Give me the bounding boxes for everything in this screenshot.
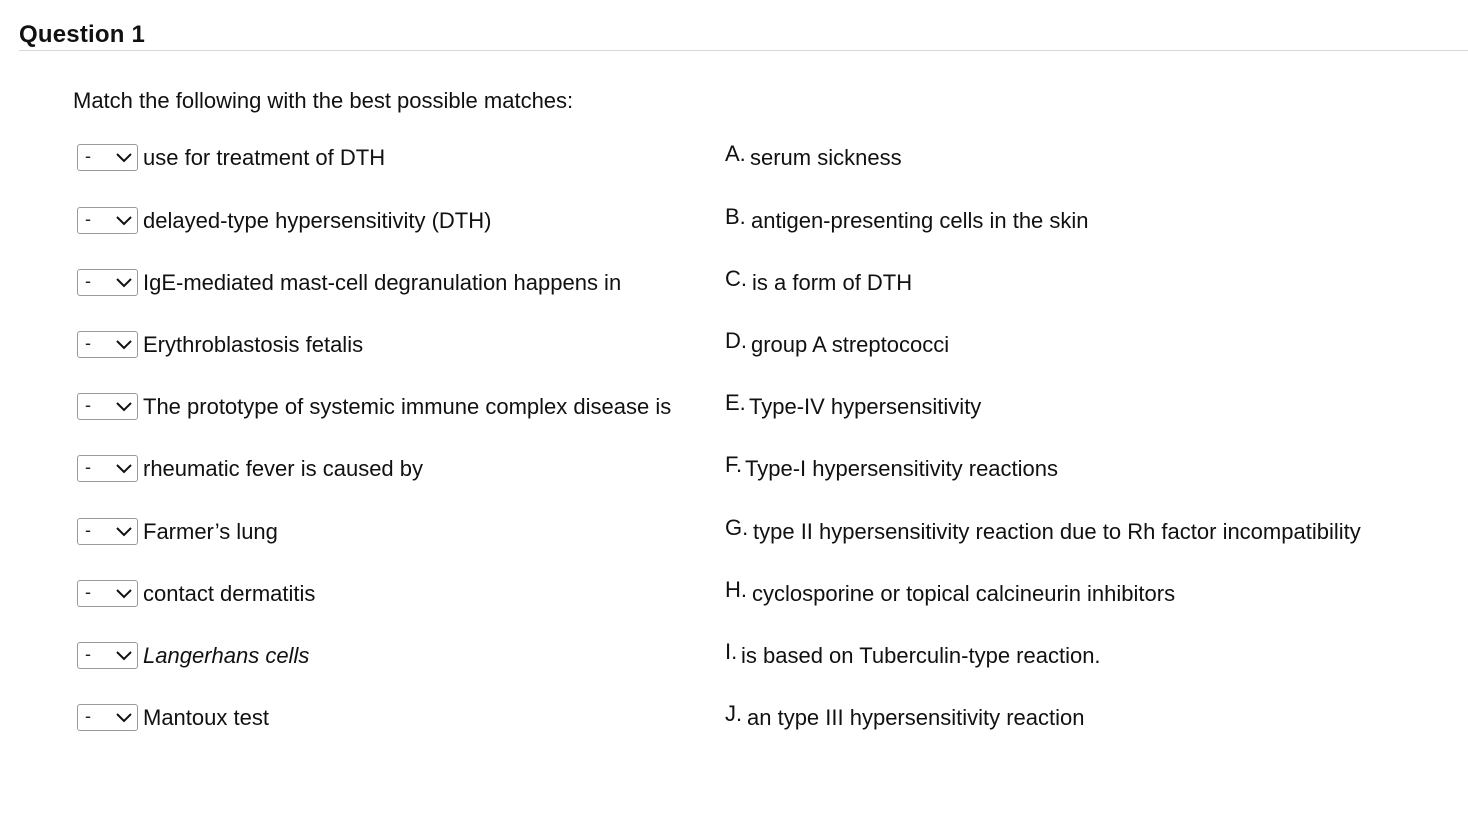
prompt-text: Langerhans cells [143, 643, 310, 668]
chevron-down-icon [114, 214, 134, 228]
prompt-text: IgE-mediated mast-cell degranulation happens in [143, 270, 622, 295]
dropdown-selected-value: - [85, 333, 91, 353]
answer-dropdown[interactable] [77, 207, 138, 234]
answer-dropdown[interactable] [77, 269, 138, 296]
answer-text: Type-I hypersensitivity reactions [745, 456, 1059, 481]
chevron-down-icon [114, 276, 134, 290]
prompt-text: contact dermatitis [143, 581, 316, 606]
question-instructions: Match the following with the best possible matches: [73, 88, 574, 113]
answer-dropdown[interactable] [77, 642, 138, 669]
match-row [0, 204, 1468, 247]
question-title: Question 1 [19, 21, 146, 48]
answer-dropdown[interactable] [77, 331, 138, 358]
answer-text: type II hypersensitivity reaction due to Rh factor incompatibility [753, 519, 1361, 544]
answer-text: cyclosporine or topical calcineurin inhibitors [752, 581, 1176, 606]
answer-letter: G. [725, 515, 749, 540]
answer-letter: C. [725, 266, 747, 291]
answer-text: is a form of DTH [752, 270, 913, 295]
chevron-down-icon [114, 151, 134, 165]
answer-letter: E. [725, 390, 746, 415]
prompt-text: The prototype of systemic immune complex disease is [143, 394, 672, 419]
chevron-down-icon [114, 587, 134, 601]
answer-dropdown[interactable] [77, 580, 138, 607]
answer-text: an type III hypersensitivity reaction [747, 705, 1085, 730]
dropdown-selected-value: - [85, 146, 91, 166]
prompt-text: delayed-type hypersensitivity (DTH) [143, 208, 492, 233]
answer-text: antigen-presenting cells in the skin [751, 208, 1089, 233]
answer-text: serum sickness [750, 145, 902, 170]
answer-text: Type-IV hypersensitivity [749, 394, 982, 419]
answer-letter: B. [725, 204, 746, 229]
dropdown-selected-value: - [85, 395, 91, 415]
answer-letter: A. [725, 141, 746, 166]
prompt-text: use for treatment of DTH [143, 145, 386, 170]
chevron-down-icon [114, 525, 134, 539]
match-row [0, 141, 1468, 184]
chevron-down-icon [114, 338, 134, 352]
answer-dropdown[interactable] [77, 144, 138, 171]
answer-letter: J. [725, 701, 743, 726]
match-row [0, 701, 1468, 744]
prompt-text: Erythroblastosis fetalis [143, 332, 364, 357]
prompt-text: rheumatic fever is caused by [143, 456, 424, 481]
dropdown-selected-value: - [85, 271, 91, 291]
answer-dropdown[interactable] [77, 704, 138, 731]
dropdown-selected-value: - [85, 209, 91, 229]
dropdown-selected-value: - [85, 706, 91, 726]
answer-text: is based on Tuberculin-type reaction. [741, 643, 1101, 668]
answer-letter: I. [725, 639, 738, 664]
answer-dropdown[interactable] [77, 518, 138, 545]
chevron-down-icon [114, 400, 134, 414]
dropdown-selected-value: - [85, 582, 91, 602]
prompt-text: Farmer’s lung [143, 519, 278, 544]
answer-dropdown[interactable] [77, 393, 138, 420]
chevron-down-icon [114, 711, 134, 725]
match-row [0, 390, 1468, 433]
answer-letter: D. [725, 328, 747, 353]
dropdown-selected-value: - [85, 520, 91, 540]
answer-letter: F. [725, 452, 743, 477]
chevron-down-icon [114, 462, 134, 476]
answer-dropdown[interactable] [77, 455, 138, 482]
match-row [0, 266, 1468, 309]
answer-letter: H. [725, 577, 747, 602]
match-row [0, 577, 1468, 620]
match-row [0, 639, 1468, 682]
chevron-down-icon [114, 649, 134, 663]
dropdown-selected-value: - [85, 457, 91, 477]
match-row [0, 515, 1468, 558]
dropdown-selected-value: - [85, 644, 91, 664]
prompt-text: Mantoux test [143, 705, 269, 730]
match-row [0, 452, 1468, 495]
question-header [19, 16, 1468, 51]
match-row [0, 328, 1468, 371]
answer-text: group A streptococci [751, 332, 950, 357]
